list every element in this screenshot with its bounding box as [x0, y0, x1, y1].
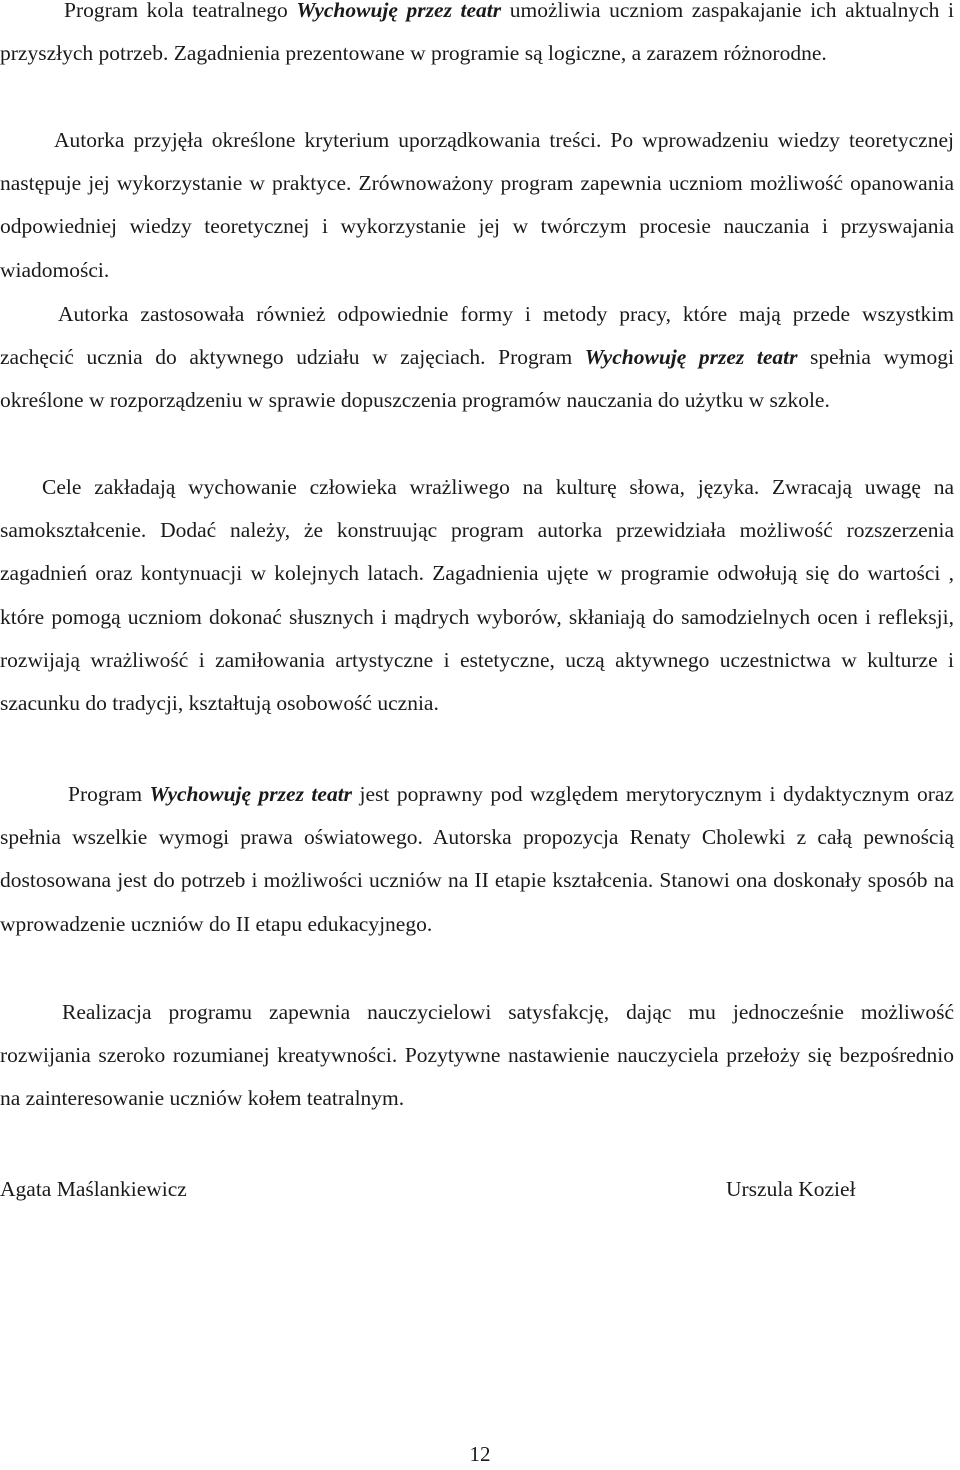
paragraph-3 — [0, 293, 954, 423]
paragraph-6: Realizacja programu zapewnia nauczycielowi satysfakcję, dając mu jednocześnie możliwość rozwijania szeroko rozumianej kreatywności. Pozytywne nastawienie nauczyciela przełoży się bezpośrednio na zainteresowanie uczniów kołem teatralnym. — [0, 1000, 954, 1111]
paragraph-1-program-title: Wychowuję przez teatr — [296, 0, 502, 22]
paragraph-1-text-after: umożliwia uczniom zaspakajanie ich aktualnych i przyszłych potrzeb. Zagadnienia prezentowane w programie są logiczne, a zarazem różnorodne. — [0, 0, 954, 66]
paragraph-3-program-title: Wychowuję przez teatr — [584, 345, 798, 370]
paragraph-5-text-before: Program — [68, 782, 150, 806]
paragraph-5-program-title: Wychowuję przez teatr — [149, 782, 353, 806]
signature-left: Agata Maślankiewicz — [0, 1177, 187, 1201]
paragraph-4: Cele zakładają wychowanie człowieka wrażliwego na kulturę słowa, języka. Zwracają uwagę na samokształcenie. Dodać należy, że konstruując program autorka przewidziała możliwość rozszerzenia zagadnień oraz kontynuacji w kolejnych latach. Zagadnienia ujęte w programie odwołują się do wartości , które pomogą uczniom dokonać słusznych i mądrych wyborów, skłaniają do samodzielnych ocen i refleksji, rozwijają wrażliwość i zamiłowania artystyczne i estetyczne, uczą aktywnego uczestnictwa w kulturze i szacunku do tradycji, kształtują osobowość ucznia. — [0, 475, 954, 716]
paragraph-5-text-after: jest poprawny pod względem merytorycznym i dydaktycznym oraz spełnia wszelkie wymogi prawa oświatowego. Autorska propozycja Renaty Cholewki z całą pewnością dostosowana jest do potrzeb i możliwości uczniów na II etapie kształcenia. Stanowi ona doskonały sposób na wprowadzenie uczniów do II etapu edukacyjnego. — [0, 782, 954, 936]
paragraph-5 — [0, 773, 954, 946]
paragraph-1-text-before: Program kola teatralnego — [64, 0, 297, 22]
paragraph-2: Autorka przyjęła określone kryterium uporządkowania treści. Po wprowadzeniu wiedzy teoretycznej następuje jej wykorzystanie w praktyce. Zrównoważony program zapewnia uczniom możliwość opanowania odpowiedniej wiedzy teoretycznej i wykorzystanie jej w twórczym procesie nauczania i przyswajania wiadomości. — [0, 128, 954, 282]
paragraph-1 — [0, 0, 954, 75]
paragraph-3-text-before: Autorka zastosowała również odpowiednie formy i metody pracy, które mają przede wszystkim zachęcić ucznia do aktywnego udziału w zajęciach. Program — [0, 302, 954, 370]
paragraph-3-text-after: spełnia wymogi określone w rozporządzeniu w sprawie dopuszczenia programów nauczania do użytku w szkole. — [0, 345, 954, 413]
signature-right: Urszula Kozieł — [726, 1177, 856, 1201]
page-number: 12 — [469, 1442, 491, 1466]
